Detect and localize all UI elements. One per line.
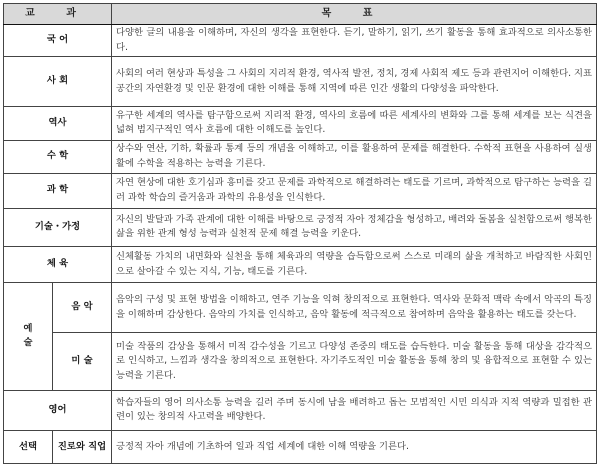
header-goal: 목 표 (112, 4, 597, 25)
arts-group-label: 예 술 (23, 322, 33, 349)
goal-fine-arts: 미술 작품의 감상을 통해서 미적 감수성을 기르고 다양성 존중의 태도를 습득한다. 미술 활동을 통해 대상을 감각적으로 인식하고, 느낌과 생각을 창의적으로 표현한다. 자기주도적인 미술 활동을 통해 창의 및 융합적으로 표현할 수 있는 능력을 기른다. (112, 333, 597, 390)
table-row (4, 208, 597, 246)
goal-english: 학습자들의 영어 의사소통 능력을 길러 주며 동시에 남을 배려하고 돕는 모범적인 시민 의식과 지적 역량과 밀접한 관련이 있는 창의적 사고력을 배양한다. (112, 390, 597, 430)
goal-science: 자연 현상에 대한 호기심과 흥미를 갖고 문제를 과학적으로 해결하려는 태도를 기르며, 과학적으로 탐구하는 능력을 길러 과학 학습의 즐거움과 과학의 유용성을 인식한다. (112, 173, 597, 208)
table-row (4, 107, 597, 140)
subject-career: 진로와 직업 (53, 430, 112, 463)
subject-tech-home: 기술・가정 (4, 208, 112, 246)
subject-fine-arts: 미 술 (53, 333, 112, 390)
header-subject: 교 과 (4, 4, 112, 25)
table-row (4, 25, 597, 57)
table-row (4, 333, 597, 390)
goal-korean: 다양한 글의 내용을 이해하며, 자신의 생각을 표현한다. 듣기, 말하기, 읽기, 쓰기 활동을 통해 효과적으로 의사소통한다. (112, 25, 597, 57)
goal-social: 사회의 여러 현상과 특성을 그 사회의 지리적 환경, 역사적 발전, 정치, 경제 사회적 제도 등과 관련지어 이해한다. 지표 공간의 자연환경 및 인문 환경에 대한 이해를 통해 지역에 따른 인간 생활의 다양성을 파악한다. (112, 57, 597, 107)
subject-history: 역사 (4, 107, 112, 140)
table-row (4, 390, 597, 430)
subject-korean: 국 어 (4, 25, 112, 57)
subject-group-elective: 선택 (4, 430, 53, 463)
subject-group-arts (4, 283, 53, 390)
table-row (4, 283, 597, 333)
goal-math: 상수와 연산, 기하, 확률과 통계 등의 개념을 이해하고, 이를 활용하여 문제를 해결한다. 수학적 표현을 사용하여 실생활에 수학을 적용하는 능력을 기른다. (112, 140, 597, 173)
subject-math: 수 학 (4, 140, 112, 173)
header-row (4, 4, 597, 25)
goal-pe: 신체활동 가치의 내면화와 실천을 통해 체육과의 역량을 습득함으로써 스스로 미래의 삶을 개척하고 바람직한 사회인으로 살아갈 수 있는 지식, 기능, 태도를 기른다. (112, 246, 597, 282)
goal-history: 유구한 세계의 역사를 탐구함으로써 지리적 환경, 역사의 흐름에 따른 세계사의 변화와 그를 통해 세계를 보는 식견을 넓혀 범지구적인 역사 흐름에 대한 이해도를 높인다. (112, 107, 597, 140)
subject-english: 영어 (4, 390, 112, 430)
subject-science: 과 학 (4, 173, 112, 208)
table-row (4, 246, 597, 282)
goal-music: 음악의 구성 및 표현 방법을 이해하고, 연주 기능을 익혀 창의적으로 표현한다. 역사와 문화적 맥락 속에서 악곡의 특징을 이해하며 감상한다. 음악의 가치를 인식하고, 음악 활동에 적극적으로 참여하며 음악을 활용하는 태도를 갖는다. (112, 283, 597, 333)
curriculum-goals-table (3, 3, 597, 464)
goal-career: 긍정적 자아 개념에 기초하여 일과 직업 세계에 대한 이해 역량을 기른다. (112, 430, 597, 463)
subject-social: 사 회 (4, 57, 112, 107)
table-row (4, 140, 597, 173)
subject-music: 음 악 (53, 283, 112, 333)
subject-pe: 체 육 (4, 246, 112, 282)
table-row (4, 173, 597, 208)
goal-tech-home: 자신의 발달과 가족 관계에 대한 이해를 바탕으로 긍정적 자아 정체감을 형성하고, 배려와 돌봄을 실천함으로써 행복한 삶을 위한 관계 형성 능력과 실천적 문제 해결 능력을 키운다. (112, 208, 597, 246)
table-row (4, 430, 597, 463)
table-row (4, 57, 597, 107)
